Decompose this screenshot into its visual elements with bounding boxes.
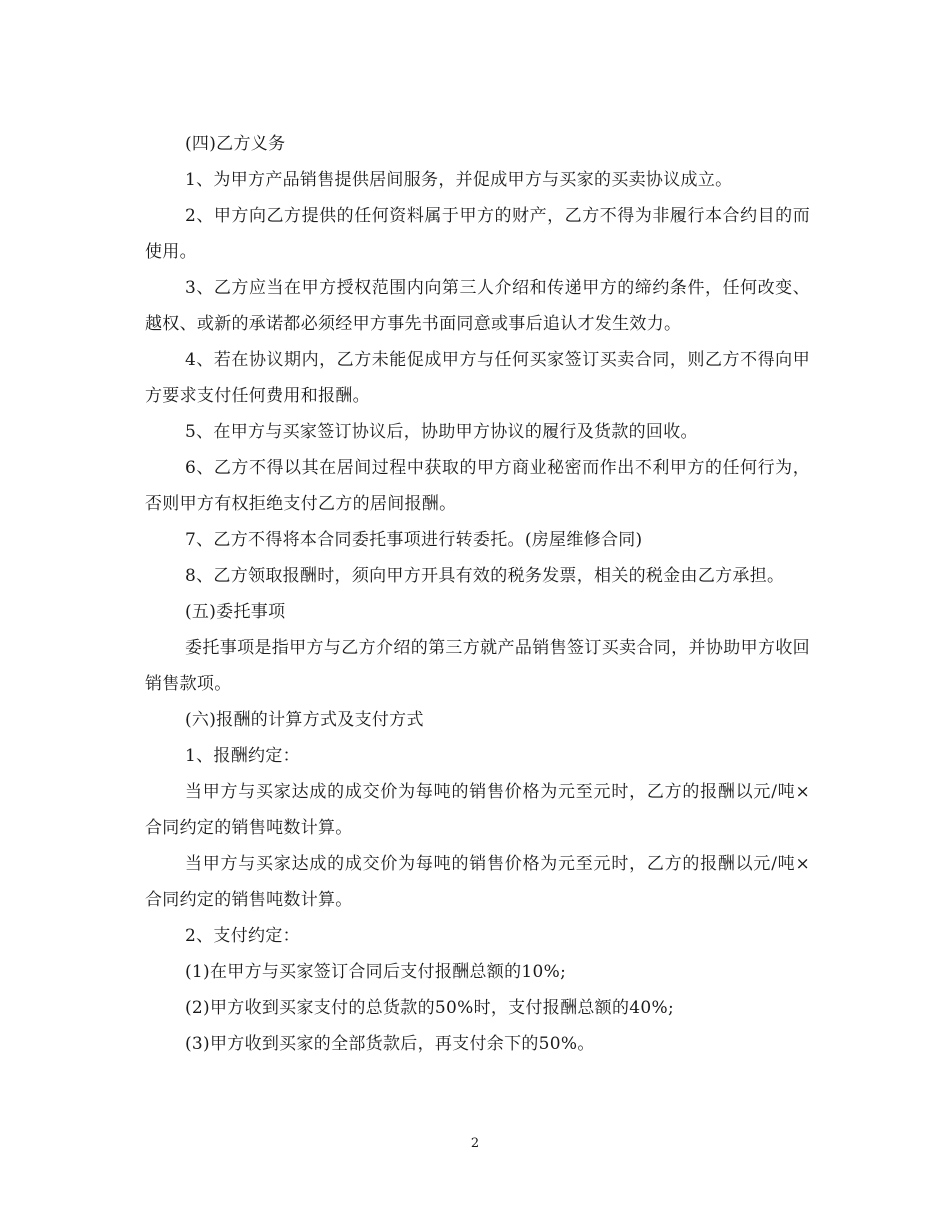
document-body — [145, 126, 810, 1062]
clause-paragraph: 2、甲方向乙方提供的任何资料属于甲方的财产，乙方不得为非履行本合约目的而使用。 — [145, 206, 810, 262]
page-number: 2 — [470, 1136, 480, 1151]
clause-paragraph: 3、乙方应当在甲方授权范围内向第三人介绍和传递甲方的缔约条件，任何改变、越权、或新的承诺都必须经甲方事先书面同意或事后追认才发生效力。 — [145, 278, 810, 334]
clause-paragraph: 8、乙方领取报酬时，须向甲方开具有效的税务发票，相关的税金由乙方承担。 — [185, 566, 785, 586]
clause-paragraph: 2、支付约定： — [185, 926, 300, 946]
clause-paragraph: 5、在甲方与买家签订协议后，协助甲方协议的履行及货款的回收。 — [185, 422, 698, 442]
clause-paragraph: 当甲方与买家达成的成交价为每吨的销售价格为元至元时，乙方的报酬以元/吨×合同约定的销售吨数计算。 — [145, 854, 810, 910]
clause-paragraph: (1)在甲方与买家签订合同后支付报酬总额的10%; — [185, 962, 567, 982]
section-heading-remuneration: (六)报酬的计算方式及支付方式 — [185, 710, 424, 730]
section-heading-entrusted-matters: (五)委托事项 — [185, 602, 286, 622]
section-heading-party-b-obligations: (四)乙方义务 — [185, 134, 286, 154]
clause-paragraph: (2)甲方收到买家支付的总货款的50%时，支付报酬总额的40%; — [185, 998, 674, 1018]
clause-paragraph: 委托事项是指甲方与乙方介绍的第三方就产品销售签订买卖合同，并协助甲方收回销售款项。 — [145, 638, 810, 694]
clause-paragraph: 4、若在协议期内，乙方未能促成甲方与任何买家签订买卖合同，则乙方不得向甲方要求支付任何费用和报酬。 — [145, 350, 810, 406]
clause-paragraph: 当甲方与买家达成的成交价为每吨的销售价格为元至元时，乙方的报酬以元/吨×合同约定的销售吨数计算。 — [145, 782, 810, 838]
clause-paragraph: 6、乙方不得以其在居间过程中获取的甲方商业秘密而作出不利甲方的任何行为，否则甲方有权拒绝支付乙方的居间报酬。 — [145, 458, 810, 514]
clause-paragraph: (3)甲方收到买家的全部货款后，再支付余下的50%。 — [185, 1034, 595, 1054]
clause-paragraph: 1、为甲方产品销售提供居间服务，并促成甲方与买家的买卖协议成立。 — [185, 170, 733, 190]
clause-paragraph: 7、乙方不得将本合同委托事项进行转委托。(房屋维修合同) — [185, 530, 643, 550]
clause-paragraph: 1、报酬约定： — [185, 746, 300, 766]
